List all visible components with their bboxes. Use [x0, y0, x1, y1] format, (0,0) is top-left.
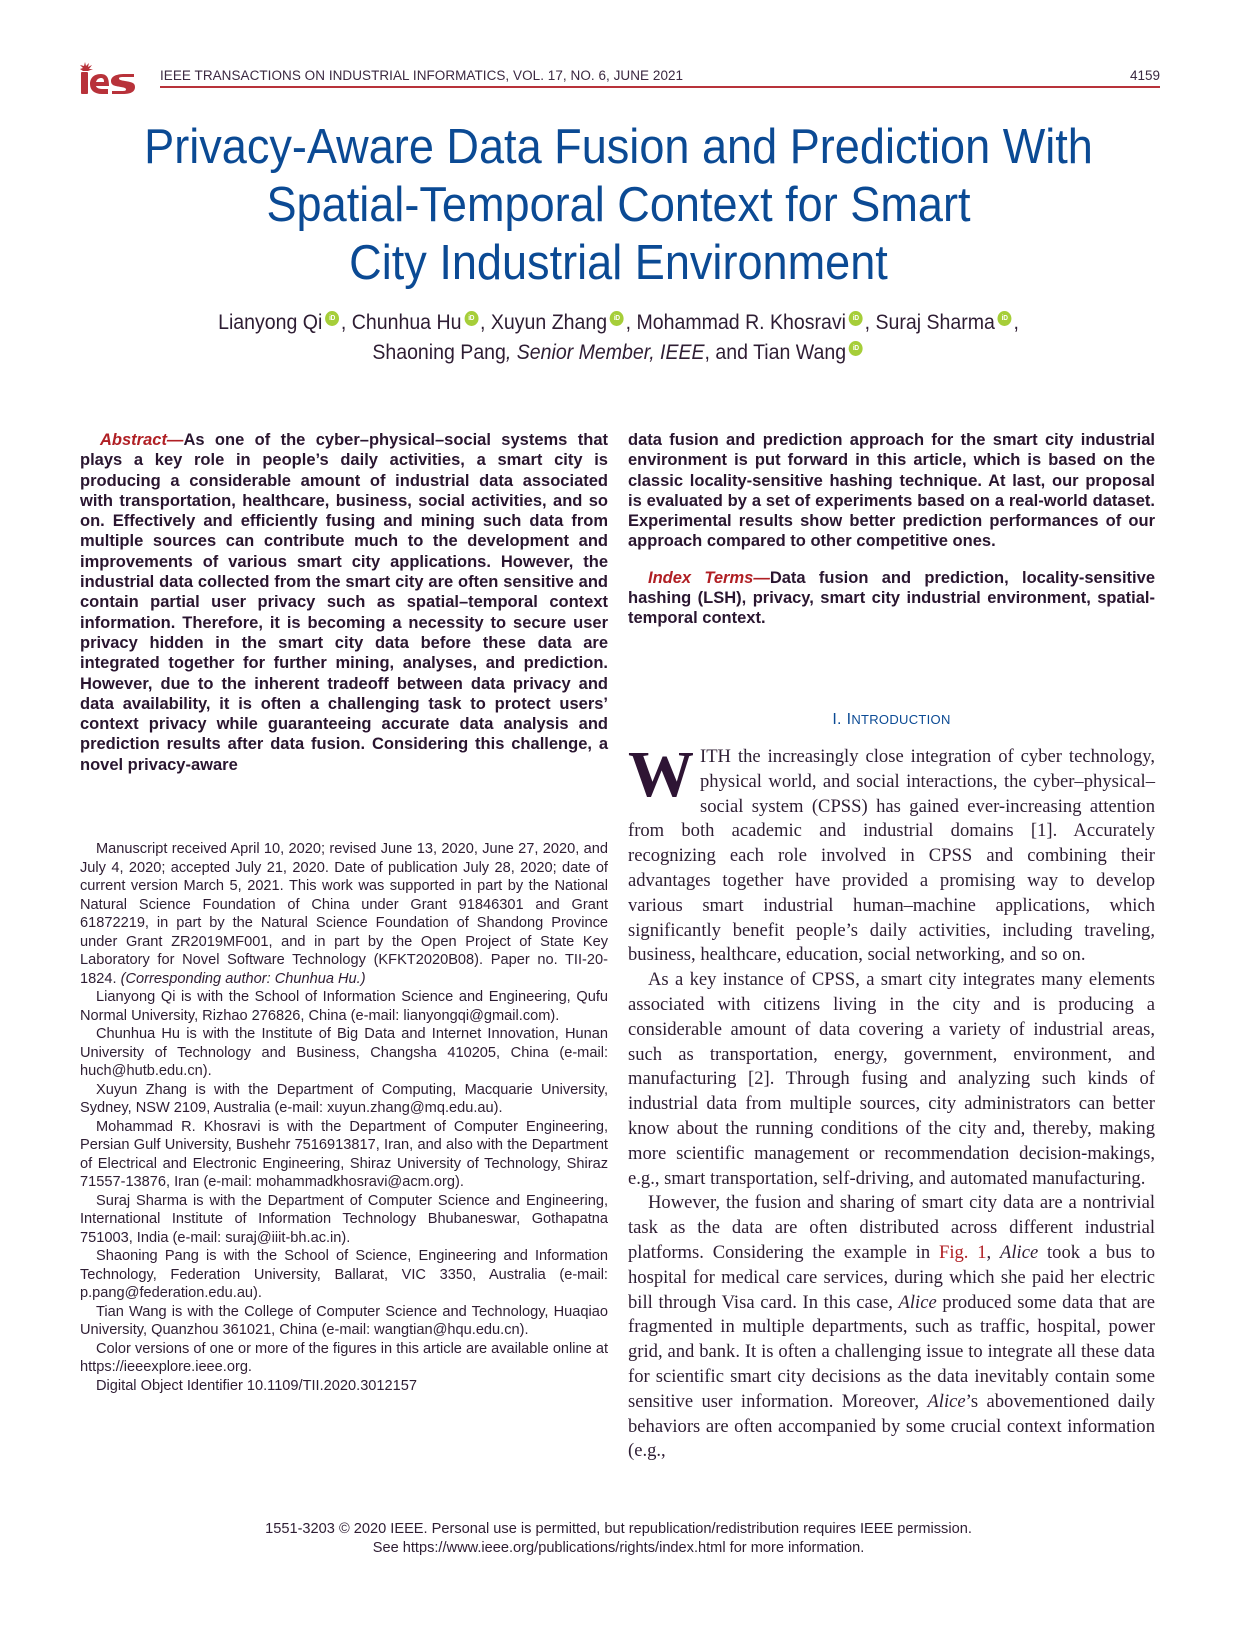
first-page-footnotes — [80, 840, 608, 1395]
author-name: Mohammad R. Khosravi — [636, 311, 847, 334]
ies-logo — [77, 60, 141, 96]
abstract-label: Abstract— — [100, 431, 184, 449]
orcid-icon[interactable]: iD — [464, 311, 478, 326]
copyright-notice — [60, 1520, 1177, 1558]
author-name: Chunhua Hu — [351, 311, 462, 334]
abstract-left — [80, 430, 608, 775]
paragraph-text: ’s abovementioned daily behaviors are often accompanied by some crucial context information (e.g., — [628, 1390, 1155, 1462]
heading-initial: I — [846, 711, 852, 728]
section-numeral: I. — [832, 711, 847, 728]
author-name: Xuyun Zhang — [490, 311, 608, 334]
copyright-line-2: See https://www.ieee.org/publications/rights/index.html for more information. — [372, 1540, 865, 1556]
title-line-2: Spatial-Temporal Context for Smart — [266, 178, 971, 232]
affiliation: Tian Wang is with the College of Computer Science and Technology, Huaqiao University, Quanzhou 361021, China (e-mail: wangtian@hqu.edu.cn). — [80, 1303, 608, 1338]
paragraph-text: took a bus to hospital for medical care services, during which she paid her electric bill through Visa card. In this case, — [628, 1241, 1156, 1313]
paragraph-text: ITH the increasingly close integration of cyber technology, physical world, and social interactions, the cyber–physical–social system (CPSS) has gained ever-increasing attention from both academic and industrial domains [1]. Accurately recognizing each role involved in CPSS and combining their advantages together have provided a promising way to develop various smart industrial human–machine applications, which significantly benefit people’s daily activities, including traveling, business, healthcare, education, social networking, and so on. — [628, 746, 1155, 966]
figure-link[interactable]: Fig. 1 — [938, 1241, 987, 1263]
separator: , — [340, 311, 352, 334]
separator: , — [1013, 311, 1019, 334]
header-rule — [160, 86, 1160, 88]
orcid-icon[interactable]: iD — [998, 311, 1012, 326]
separator: , — [864, 311, 876, 334]
italic-name: Alice — [898, 1291, 937, 1313]
italic-name: Alice — [1000, 1241, 1039, 1263]
orcid-icon[interactable]: iD — [849, 311, 863, 326]
index-terms — [628, 568, 1155, 629]
affiliation: Suraj Sharma is with the Department of Computer Science and Engineering, International Institute of Information Technology Bhubaneswar, Gothapatna 751003, India (e-mail: suraj@iiit-bh.ac.in). — [80, 1192, 608, 1246]
author-name: Tian Wang — [753, 341, 847, 364]
intro-paragraph-3 — [628, 1191, 1155, 1464]
abstract-text: As one of the cyber–physical–social systems that plays a key role in people’s daily activities, a smart city is producing a considerable amount of industrial data associated with transportation, healthcare, business, social activities, and so on. Effectively and efficiently fusing and mining such data from multiple sources can contribute much to the development and improvements of various smart city applications. However, the industrial data collected from the smart city are often sensitive and contain partial user privacy such as spatial–temporal context information. Therefore, it is becoming a necessity to secure user privacy hidden in the smart city data before these data are integrated together for further mining, analyses, and prediction. However, due to the inherent tradeoff between data privacy and data availability, it is often a challenging task to protect users’ context privacy while guaranteeing accurate data analysis and prediction results after data fusion. Considering this challenge, a novel privacy-aware — [80, 431, 608, 774]
ies-logo-icon — [77, 60, 141, 96]
separator: , and — [704, 341, 754, 364]
author-line-1 — [99, 308, 1138, 338]
page-number: 4159 — [1129, 68, 1160, 83]
author-name: Shaoning Pang — [372, 341, 506, 364]
abstract-continued: data fusion and prediction approach for the smart city industrial environment is put forward in this article, which is based on the classic locality-sensitive hashing technique. At last, our proposal is evaluated by a set of experiments based on a real-world dataset. Experimental results show better prediction performances of our approach compared to other competitive ones. — [628, 431, 1155, 551]
affiliation: Mohammad R. Khosravi is with the Department of Computer Engineering, Persian Gulf University, Bushehr 7516913817, Iran, and also with the Department of Electrical and Electronic Engineering, Shiraz University of Technology, Shiraz 71557-13876, Iran (e-mail: mohammadkhosravi@acm.org). — [80, 1118, 608, 1190]
author-line-2 — [99, 338, 1138, 368]
heading-rest: NTRODUCTION — [851, 712, 951, 727]
section-heading-introduction — [628, 711, 1155, 729]
index-terms-label: Index Terms— — [648, 568, 770, 587]
orcid-icon[interactable]: iD — [325, 311, 339, 326]
intro-paragraph-2: As a key instance of CPSS, a smart city integrates many elements associated with citizens living in the city and is producing a considerable amount of data covering a variety of industrial areas, such as transportation, energy, government, environment, and manufacturing [2]. Through fusing and analyzing such kinds of industrial data from multiple sources, city administrators can better know about the running conditions of the city and, thereby, making more scientific management or recommendation decision-makings, e.g., smart transportation, self-driving, and automated manufacturing. — [628, 969, 1155, 1189]
drop-cap: W — [628, 738, 694, 811]
abstract-right — [628, 430, 1155, 629]
paragraph-text: produced some data that are fragmented in multiple departments, such as traffic, hospital, power grid, and bank. It is often a challenging issue to integrate all these data for scientific smart city decisions as the data inevitably contain some sensitive user information. Moreover, — [628, 1291, 1155, 1412]
italic-name: Alice — [927, 1390, 966, 1412]
member-title: Senior Member, IEEE — [516, 341, 705, 364]
separator: , — [505, 341, 517, 364]
color-versions-note: Color versions of one or more of the figures in this article are available online at https://ieeexplore.ieee.org. — [80, 1340, 608, 1375]
copyright-line-1: 1551-3203 © 2020 IEEE. Personal use is permitted, but republication/redistribution requires IEEE permission. — [265, 1521, 972, 1537]
paragraph-text: , — [986, 1241, 1000, 1263]
running-head: IEEE TRANSACTIONS ON INDUSTRIAL INFORMATICS, VOL. 17, NO. 6, JUNE 2021 — [160, 68, 684, 83]
affiliation: Lianyong Qi is with the School of Information Science and Engineering, Qufu Normal University, Rizhao 276826, China (e-mail: lianyongqi@gmail.com). — [80, 989, 608, 1024]
orcid-icon[interactable]: iD — [849, 341, 863, 356]
affiliation: Chunhua Hu is with the Institute of Big Data and Internet Innovation, Hunan University of Technology and Business, Changsha 410205, China (e-mail: huch@hutb.edu.cn). — [80, 1026, 608, 1079]
title-line-1: Privacy-Aware Data Fusion and Prediction With — [144, 120, 1093, 174]
doi: Digital Object Identifier 10.1109/TII.2020.3012157 — [96, 1377, 418, 1394]
manuscript-note — [80, 840, 608, 988]
manuscript-text: Manuscript received April 10, 2020; revised June 13, 2020, June 27, 2020, and July 4, 2020; accepted July 21, 2020. Date of publication July 28, 2020; date of current version March 5, 2021. This work was supported in part by the National Natural Science Foundation of China under Grant 91846301 and Grant 61872219, in part by the Natural Science Foundation of Shandong Province under Grant ZR2019MF001, and in part by the Open Project of State Key Laboratory for Novel Software Technology (KFKT2020B08). Paper no. TII-20-1824. — [80, 841, 608, 987]
affiliation: Xuyun Zhang is with the Department of Computing, Macquarie University, Sydney, NSW 2109, Australia (e-mail: xuyun.zhang@mq.edu.au). — [80, 1081, 608, 1116]
author-list — [99, 308, 1138, 368]
separator: , — [480, 311, 491, 334]
paragraph-text: However, the fusion and sharing of smart city data are a nontrivial task as the data are often distributed across different industrial platforms. Considering the example in — [628, 1192, 1155, 1263]
affiliation: Shaoning Pang is with the School of Science, Engineering and Information Technology, Federation University, Ballarat, VIC 3350, Australia (e-mail: p.pang@federation.edu.au). — [80, 1248, 608, 1301]
index-terms-text: Data fusion and prediction, locality-sensitive hashing (LSH), privacy, smart city industrial environment, spatial-temporal context. — [628, 568, 1155, 628]
orcid-icon[interactable]: iD — [610, 311, 624, 326]
separator: , — [625, 311, 637, 334]
intro-paragraph-1 — [628, 738, 1155, 968]
paper-title — [105, 118, 1133, 292]
author-name: Suraj Sharma — [875, 311, 995, 334]
introduction-body — [628, 738, 1156, 1464]
author-name: Lianyong Qi — [218, 311, 323, 334]
title-line-3: City Industrial Environment — [349, 236, 888, 290]
corresponding-author: (Corresponding author: Chunhua Hu.) — [120, 970, 366, 987]
